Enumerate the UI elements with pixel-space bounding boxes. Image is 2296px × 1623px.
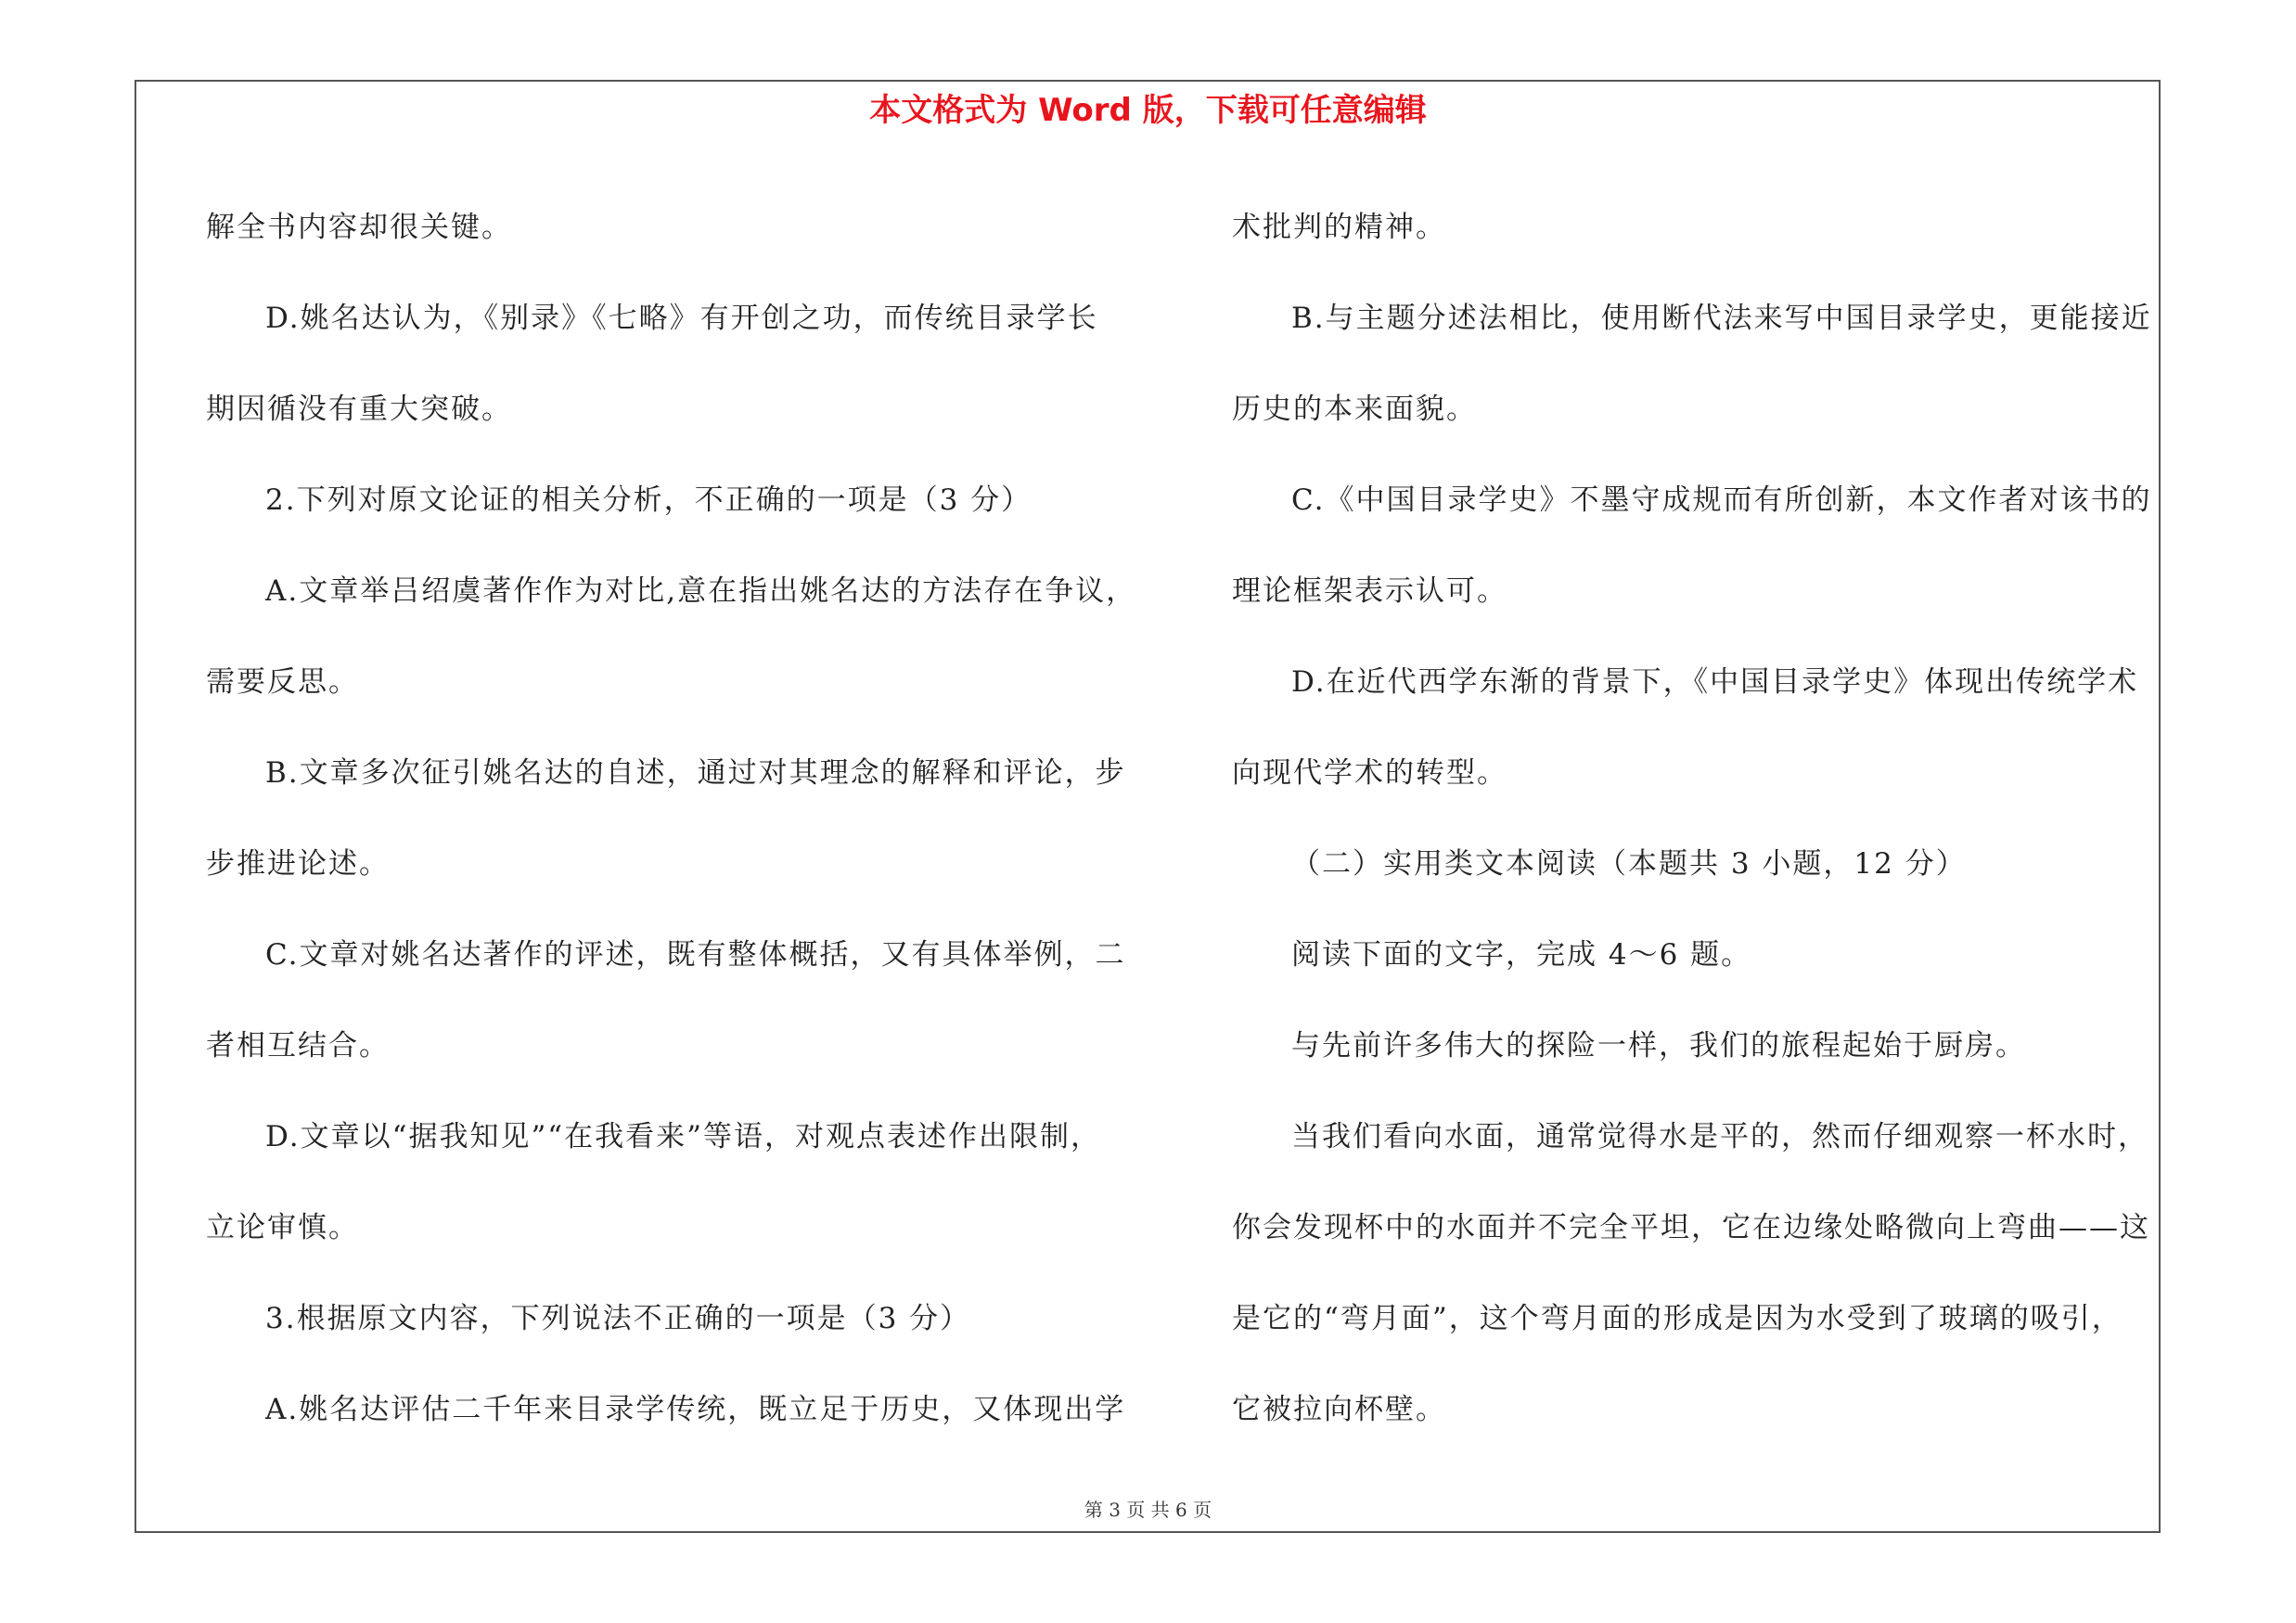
text-line: 阅读下面的文字，完成 4～6 题。	[1291, 938, 1752, 972]
text-line: （二）实用类文本阅读（本题共 3 小题，12 分）	[1291, 847, 1967, 881]
text-line: 步推进论述。	[206, 847, 390, 881]
text-line: D.姚名达认为，《别录》《七略》有开创之功，而传统目录学长	[265, 302, 1098, 335]
right-column	[1232, 182, 2160, 1455]
text-line: 历史的本来面貌。	[1232, 393, 1477, 426]
text-line: 2.下列对原文论证的相关分析，不正确的一项是（3 分）	[265, 483, 1033, 517]
text-line: 是它的“弯月面”，这个弯月面的形成是因为水受到了玻璃的吸引，	[1232, 1302, 2123, 1335]
text-line: C.文章对姚名达著作的评述，既有整体概括，又有具体举例，二	[265, 938, 1126, 972]
text-line: 当我们看向水面，通常觉得水是平的，然而仔细观察一杯水时，	[1291, 1120, 2148, 1153]
text-line: D.文章以“据我知见”“在我看来”等语，对观点表述作出限制，	[265, 1120, 1101, 1153]
text-line: 者相互结合。	[206, 1029, 390, 1063]
text-line: B.文章多次征引姚名达的自述，通过对其理念的解释和评论，步	[265, 756, 1126, 790]
text-line: 解全书内容却很关键。	[206, 211, 512, 244]
text-line: 3.根据原文内容，下列说法不正确的一项是（3 分）	[265, 1302, 971, 1335]
text-line: 术批判的精神。	[1232, 211, 1446, 244]
word-format-banner: 本文格式为 Word 版，下载可任意编辑	[869, 92, 1427, 129]
text-line: A.姚名达评估二千年来目录学传统，既立足于历史，又体现出学	[265, 1393, 1126, 1426]
text-line: 理论框架表示认可。	[1232, 574, 1507, 608]
text-line: 它被拉向杯壁。	[1232, 1393, 1446, 1426]
page-number-footer: 第 3 页 共 6 页	[1084, 1499, 1212, 1521]
text-line: B.与主题分述法相比，使用断代法来写中国目录学史，更能接近	[1291, 302, 2152, 335]
left-column	[206, 182, 1141, 1455]
text-line: C.《中国目录学史》不墨守成规而有所创新，本文作者对该书的	[1291, 483, 2152, 517]
text-line: 与先前许多伟大的探险一样，我们的旅程起始于厨房。	[1291, 1029, 2026, 1063]
text-line: 需要反思。	[206, 665, 359, 699]
text-line: 立论审慎。	[206, 1211, 359, 1244]
text-line: D.在近代西学东渐的背景下，《中国目录学史》体现出传统学术	[1291, 665, 2139, 699]
text-line: A.文章举吕绍虞著作作为对比,意在指出姚名达的方法存在争议，	[265, 574, 1137, 608]
text-line: 你会发现杯中的水面并不完全平坦，它在边缘处略微向上弯曲——这	[1232, 1211, 2150, 1244]
text-line: 期因循没有重大突破。	[206, 393, 512, 426]
text-line: 向现代学术的转型。	[1232, 756, 1507, 790]
